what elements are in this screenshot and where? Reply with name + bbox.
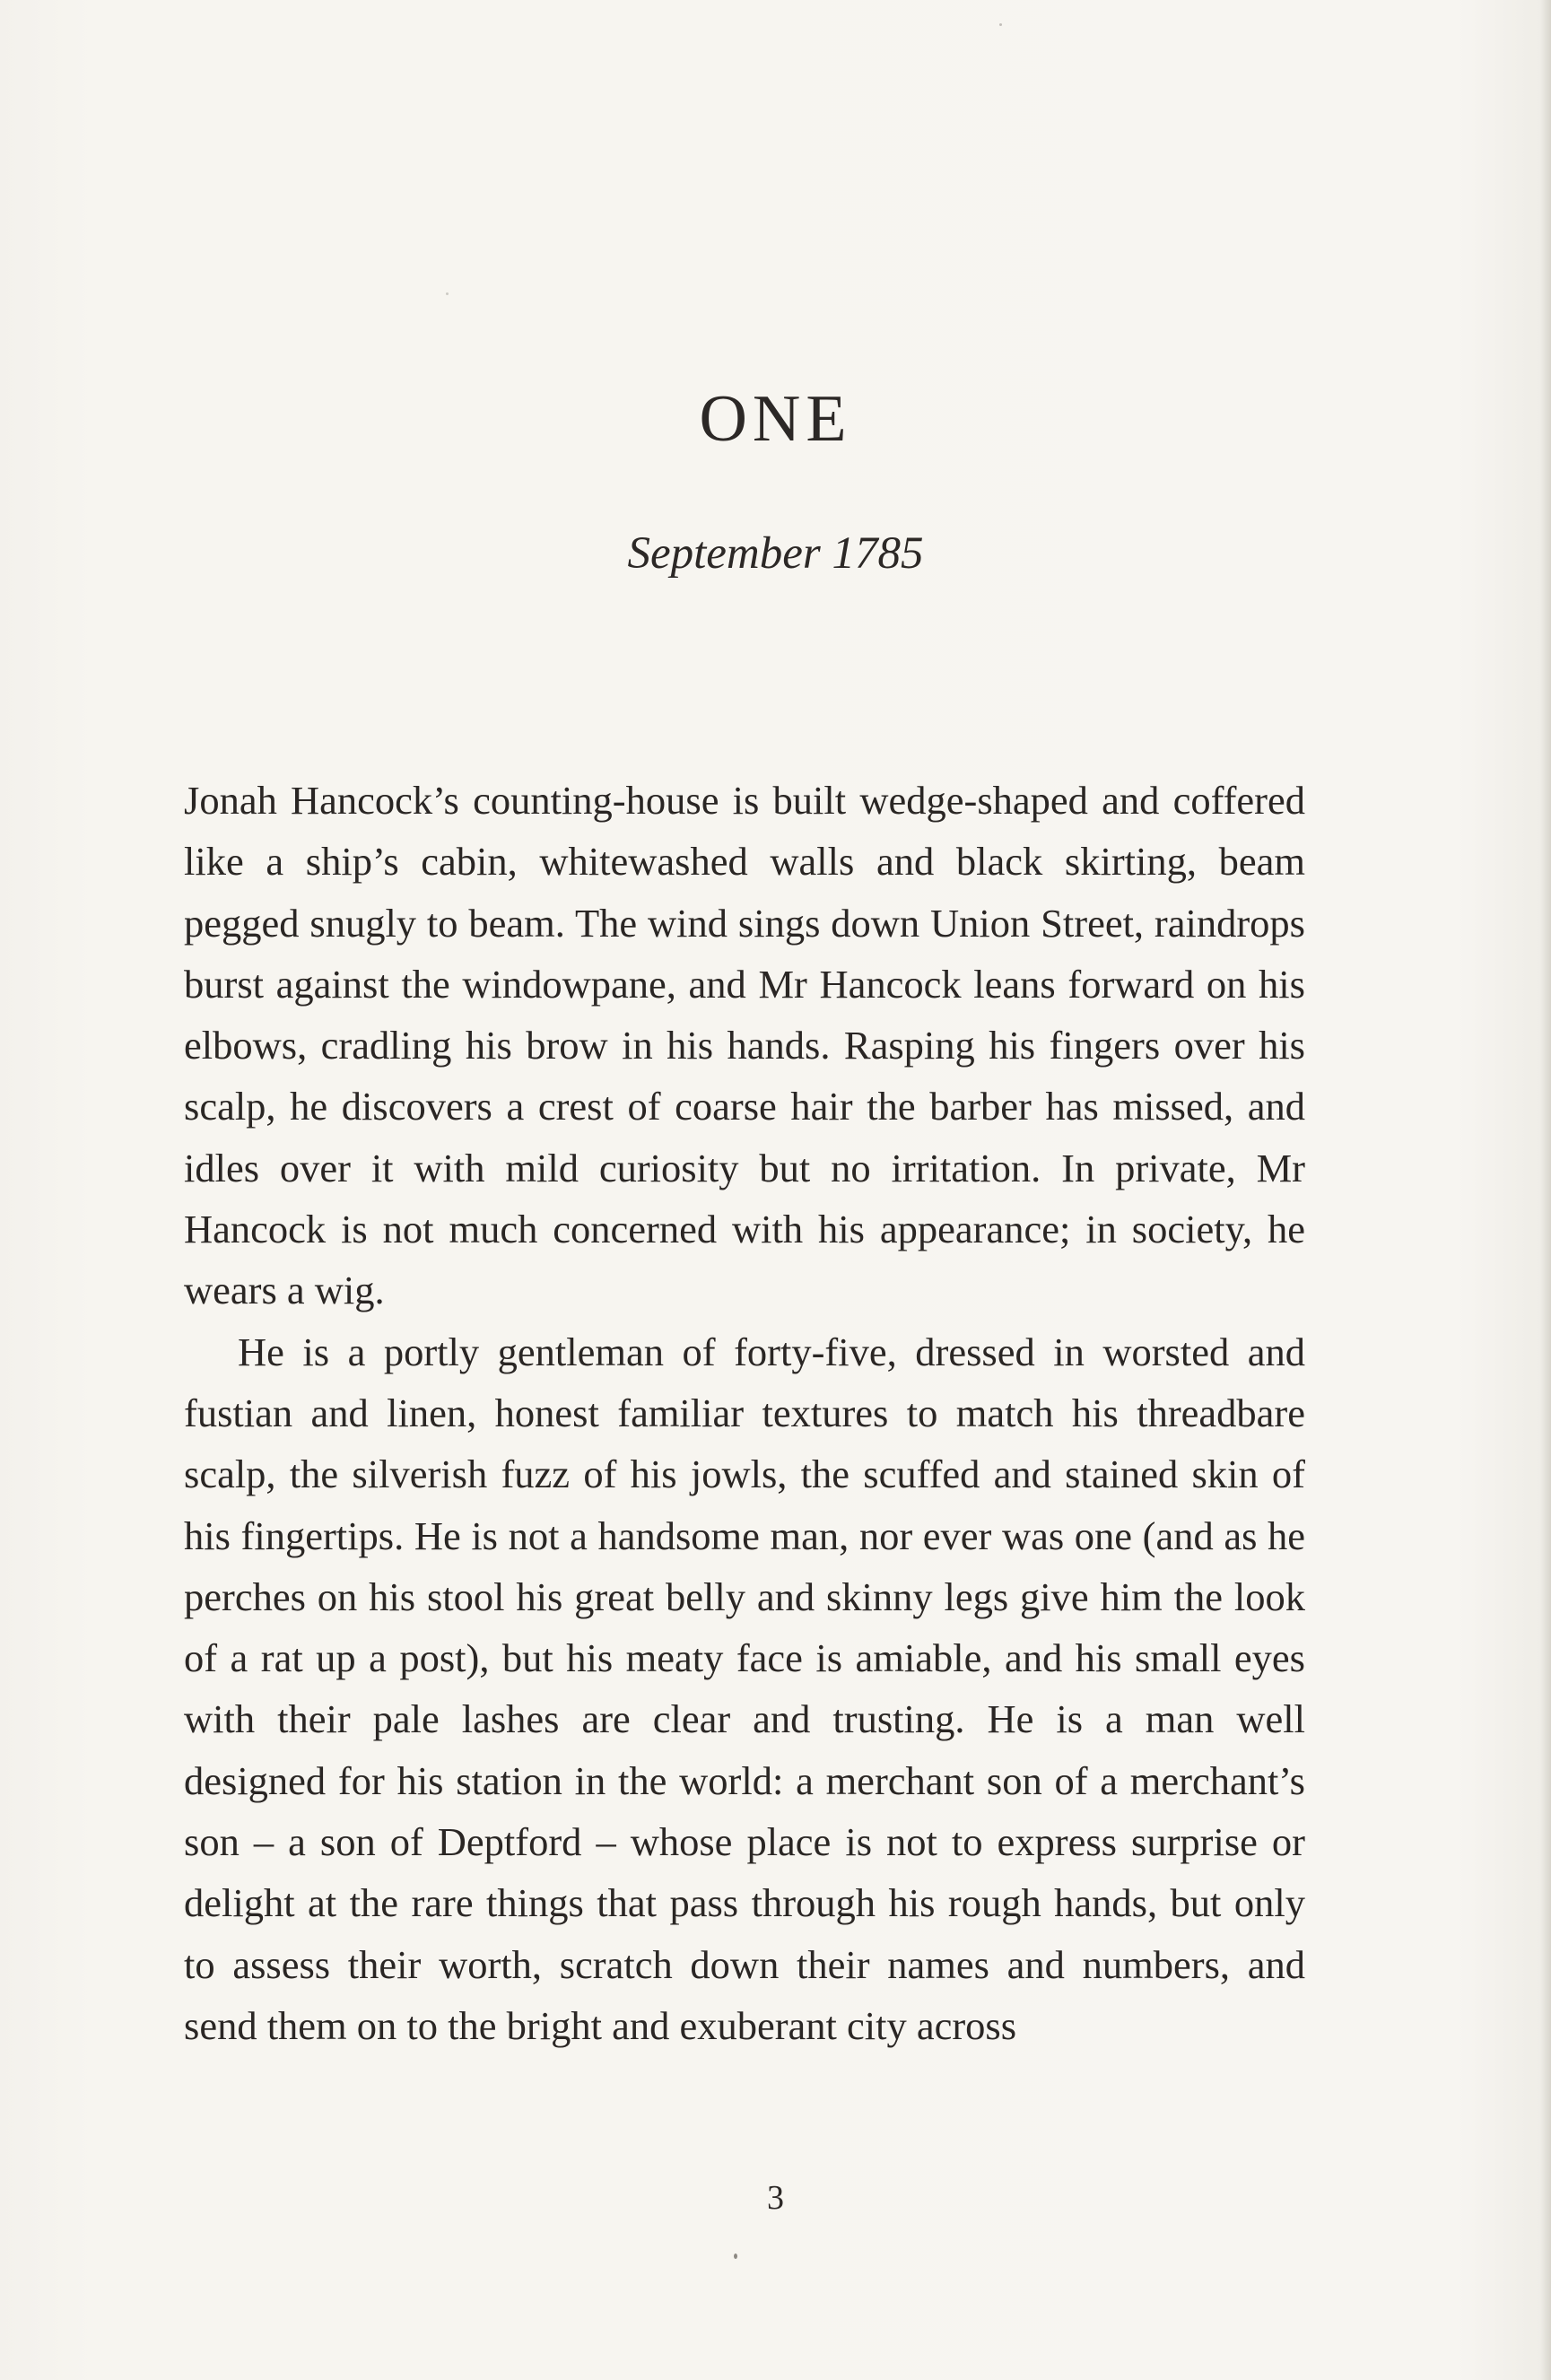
page-number: 3 xyxy=(767,2179,784,2217)
body-text xyxy=(184,770,1305,2056)
chapter-date: September 1785 xyxy=(627,528,924,579)
scan-speck xyxy=(446,292,449,295)
scan-speck xyxy=(734,2254,737,2259)
paragraph: Jonah Hancock’s counting-house is built wedge-shaped and coffered like a ship’s cabin, whitewashed walls and black skirting, beam pegged snugly to beam. The wind sings down Union Street, raindrops burst against the windowpane, and Mr Hancock leans forward on his elbows, cradling his brow in his hands. Rasping his fingers over his scalp, he discovers a crest of coarse hair the barber has missed, and idles over it with mild curiosity but no irritation. In private, Mr Hancock is not much concerned with his appearance; in society, he wears a wig. xyxy=(184,778,1305,1313)
scan-speck xyxy=(999,23,1002,26)
page-edge-shadow xyxy=(1540,0,1551,2380)
chapter-title: ONE xyxy=(699,382,852,456)
paragraph: He is a portly gentleman of forty-five, dressed in worsted and fustian and linen, honest familiar textures to match his threadbare scalp, the silverish fuzz of his jowls, the scuffed and stained skin of his fingertips. He is not a handsome man, nor ever was one (and as he perches on his stool his great belly and skinny legs give him the look of a rat up a post), but his meaty face is amiable, and his small eyes with their pale lashes are clear and trusting. He is a man well designed for his station in the world: a merchant son of a merchant’s son – a son of Deptford – whose place is not to express surprise or delight at the rare things that pass through his rough hands, but only to assess their worth, scratch down their names and numbers, and send them on to the bright and exuberant city across xyxy=(184,1329,1305,2048)
